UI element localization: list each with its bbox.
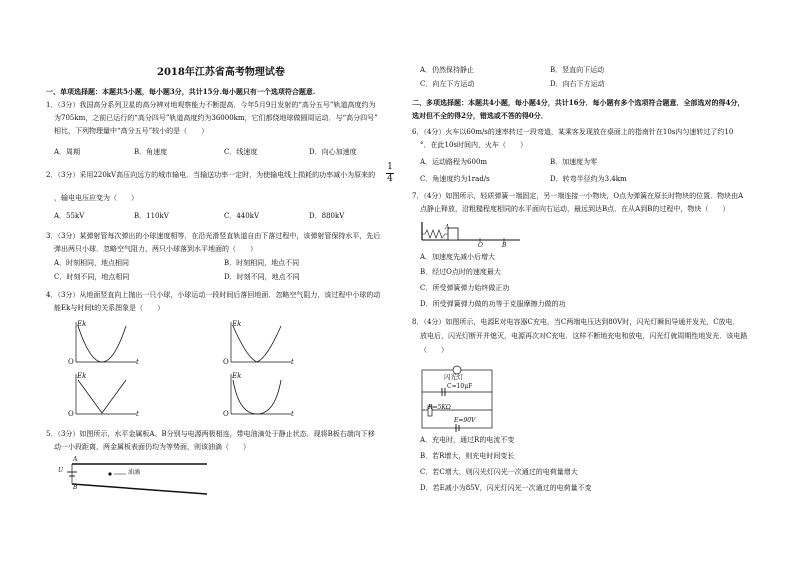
q5-line1: 5．（3分）如图所示，水平金属板A、B分别与电源两极相连，带电油滴处于静止状态．现将B板右端向下移 [46, 430, 375, 438]
q1-line1: 1．（3分）我国高分系列卫星的高分辨对地观察能力不断提高．今年5月9日发射的“高分五号”轨道高度约为 [46, 101, 376, 109]
q3-option-b[interactable]: B．时刻相同，地点不同 [224, 259, 300, 267]
page-title: 2018年江苏省高考物理试卷 [157, 67, 285, 78]
q4a-ek-label: Ek [77, 320, 87, 328]
q4-graph-c[interactable] [64, 370, 144, 420]
q2-line2: ，输电电压应变为（ ） [54, 194, 138, 202]
block [448, 228, 458, 240]
q7-label-a: A [445, 224, 450, 231]
q2-frac-den: 4 [387, 174, 393, 184]
q7-spring-figure [420, 220, 530, 246]
q4d-ek-label: Ek [232, 372, 242, 380]
q6-option-d[interactable]: D．转弯半径约为3.4km [550, 175, 627, 183]
q5-label-b: B [73, 484, 78, 491]
q4-graph-b[interactable] [219, 318, 299, 368]
ek-curve [78, 326, 126, 362]
q8-line3: （ ） [420, 346, 448, 354]
q7-option-c[interactable]: C．所受弹簧弹力始终做正功 [420, 284, 510, 292]
q5-capacitor-figure [62, 458, 212, 498]
q1-option-a[interactable]: A．周期 [54, 148, 81, 156]
q7-label-b: B [502, 242, 507, 249]
q7-line2: 点静止释放，沿粗糙程度相同的水平面向右运动，最远到达B点．在从A到B的过程中，物块（ ） [420, 205, 730, 213]
q8-label-e: E=90V [454, 417, 476, 424]
q8-option-a[interactable]: A．充电时，通过R的电流不变 [420, 436, 515, 444]
section2-header-line2: 选对但不全的得2分，错选或不答的得0分． [412, 111, 548, 120]
q4d-origin-label: O [223, 410, 229, 418]
q6-option-c[interactable]: C．角速度约为1rad/s [420, 175, 490, 183]
q4b-t-label: t [291, 358, 294, 366]
q2-option-d[interactable]: D．880kV [309, 212, 345, 220]
q4-line2: 能Ek与时间t的关系图象是（ ） [54, 304, 165, 312]
q2-frac-num: 1 [387, 162, 393, 172]
section1-header: 一、单项选择题：本题共5小题，每小题3分，共计15分.每小题只有一个选项符合题意. [46, 87, 316, 96]
right-column [410, 0, 766, 565]
q4c-t-label: t [136, 410, 139, 418]
q2-fraction [386, 163, 394, 184]
q5-option-d[interactable]: D．向右下方运动 [550, 80, 605, 88]
q8-label-r: R=5KΩ [428, 404, 451, 411]
q2-line1: 2．（3分）采用220kV高压向远方的城市输电．当输送功率一定时，为使输电线上损耗的功率减小为原来的 [46, 171, 376, 179]
q6-option-b[interactable]: B．加速度为零 [550, 158, 598, 166]
q1-option-d[interactable]: D．向心加速度 [309, 148, 357, 156]
q3-option-a[interactable]: A．时刻相同，地点相同 [54, 259, 130, 267]
q5-line2: 动一小段距离，两金属板表面仍均为等势面，则该油滴（ ） [54, 443, 250, 451]
q1-option-c[interactable]: C．线速度 [224, 148, 258, 156]
q1-line2: 为705km，之前已运行的“高分四号”轨道高度约为36000km，它们都绕地球做圆周运动．与“高分四号” [54, 114, 378, 122]
q4b-origin-label: O [223, 358, 229, 366]
q5-label-a: A [73, 456, 78, 463]
q3-line2: 弹出两只小球．忽略空气阻力，两只小球落到水平地面的（ ） [54, 245, 257, 253]
q7-line1: 7．（4分）如图所示，轻质弹簧一端固定，另一端连接一小物块，O点为弹簧在原长时物块的位置．物块由A [412, 192, 744, 200]
ek-curve [233, 380, 281, 414]
oil-drop-icon [108, 472, 111, 475]
q3-option-c[interactable]: C．时刻不同，地点相同 [54, 273, 130, 281]
q4c-origin-label: O [68, 410, 74, 418]
section2-header-line1: 二、多项选择题：本题共4小题，每小题4分，共计16分．每小题有多个选项符合题意．全部选对的得4分， [412, 98, 745, 107]
q1-line3: 相比，下列物理量中“高分五号”较小的是（ ） [54, 127, 209, 135]
q4-graph-a[interactable] [64, 318, 144, 368]
plate-b [72, 484, 207, 494]
q7-option-d[interactable]: D．所受弹簧弹力做的功等于克服摩擦力做的功 [420, 300, 566, 308]
q1-option-b[interactable]: B．角速度 [134, 148, 168, 156]
q8-label-c: C=10μF [447, 383, 473, 390]
q5-option-a[interactable]: A．仍然保持静止 [420, 66, 475, 74]
q8-option-d[interactable]: D．若E减小为85V，闪光灯闪光一次通过的电荷量不变 [420, 484, 592, 492]
q3-option-d[interactable]: D．时刻不同，地点不同 [224, 273, 300, 281]
q4c-ek-label: Ek [77, 372, 87, 380]
ek-curve [233, 326, 281, 362]
q4-line1: 4．（3分）从地面竖直向上抛出一只小球，小球运动一段时间后落回地面．忽略空气阻力，该过程中小球的动 [46, 291, 381, 299]
q7-option-b[interactable]: B．经过O点时的速度最大 [420, 268, 501, 276]
q8-line1: 8．（4分）如图所示，电源E对电容器C充电，当C两端电压达到80V时，闪光灯瞬间导通并发光，C放电． [412, 318, 740, 326]
q8-label-lamp: 闪光灯 [444, 373, 464, 381]
q5-label-drop: 油滴 [128, 469, 141, 476]
q7-label-o: O [478, 242, 483, 249]
q6-line1: 6．（4分）火车以60m/s的速率转过一段弯道，某乘客发现放在桌面上的指南针在10s内匀速转过了约10 [412, 128, 734, 136]
q4a-t-label: t [136, 358, 139, 366]
q8-option-b[interactable]: B．若R增大，则充电时间变长 [420, 452, 515, 460]
q2-option-a[interactable]: A．55kV [54, 212, 85, 220]
q2-option-c[interactable]: C．440kV [224, 212, 260, 220]
q4-graph-d[interactable] [219, 370, 299, 420]
q5-option-c[interactable]: C．向左下方运动 [420, 80, 475, 88]
q4d-t-label: t [291, 410, 294, 418]
q6-option-a[interactable]: A．运动路程为600m [420, 158, 488, 166]
q6-line2: °．在此10s时间内，火车（ ） [420, 141, 527, 149]
q8-option-c[interactable]: C．若C增大，则闪光灯闪光一次通过的电荷量增大 [420, 468, 578, 476]
q7-option-a[interactable]: A．加速度先减小后增大 [420, 253, 496, 261]
q5-option-b[interactable]: B．竖直向下运动 [550, 66, 605, 74]
q4b-ek-label: Ek [232, 320, 242, 328]
q5-label-u: U [58, 467, 64, 474]
q2-option-b[interactable]: B．110kV [134, 212, 169, 220]
ek-curve [78, 380, 126, 413]
q3-line1: 3．（3分）某弹射管每次弹出的小球速度相等．在沿光滑竖直轨道自由下落过程中，该弹射管保持水平，先后 [46, 232, 381, 240]
left-column [44, 0, 402, 565]
q8-line2: 放电后，闪光灯断开并熄灭，电源再次对C充电．这样不断地充电和放电，闪光灯就周期性地发光．该电路 [420, 332, 748, 340]
q4a-origin-label: O [68, 358, 74, 366]
